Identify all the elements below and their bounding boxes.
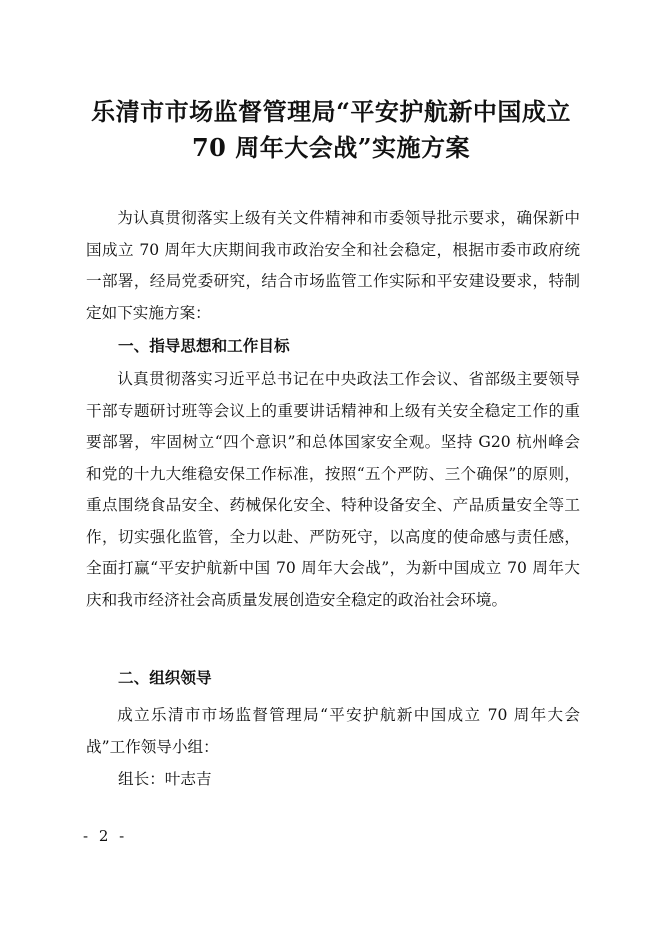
section-1-heading: 一、指导思想和工作目标 <box>118 337 290 355</box>
group-leader-line: 组长：叶志吉 <box>118 770 212 788</box>
section-1-paragraph: 认真贯彻落实习近平总书记在中央政法工作会议、省部级主要领导干部专题研讨班等会议上的重要讲话精神和上级有关安全稳定工作的重要部署，牢固树立“四个意识”和总体国家安全观。坚持 G20 杭州峰会和党的十九大维稳安保工作标准，按照“五个严防、三个确保”的原则，重点围绕食品安全、药械保化安全、特种设备安全、产品质量安全等工作，切实强化监管，全力以赴、严防死守，以高度的使命感与责任感，全面打赢“平安护航新中国 70 周年大会战”，为新中国成立 70 周年大庆和我市经济社会高质量发展创造安全稳定的政治社会环境。 <box>86 370 580 609</box>
page-number: - 2 - <box>83 827 128 845</box>
document-title-line-2: 70 周年大会战”实施方案 <box>191 133 471 162</box>
section-2-paragraph: 成立乐清市市场监督管理局“平安护航新中国成立 70 周年大会战”工作领导小组： <box>86 706 580 756</box>
document-title-line-1: 乐清市市场监督管理局“平安护航新中国成立 <box>91 97 571 126</box>
section-2-heading: 二、组织领导 <box>118 669 212 687</box>
intro-paragraph: 为认真贯彻落实上级有关文件精神和市委领导批示要求，确保新中国成立 70 周年大庆期间我市政治安全和社会稳定，根据市委市政府统一部署，经局党委研究，结合市场监管工作实际和平安建设要求，特制定如下实施方案： <box>86 209 580 322</box>
